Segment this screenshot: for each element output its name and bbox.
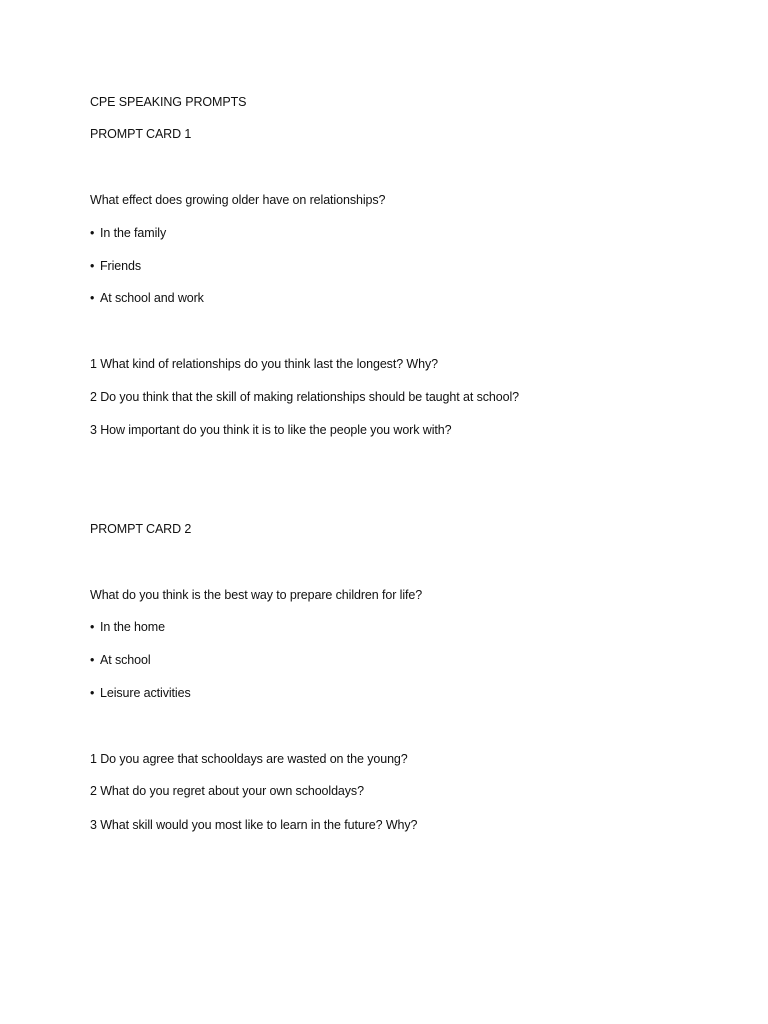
card-1-bullet-3 [90, 290, 204, 306]
bullet-icon: • [90, 653, 95, 667]
bullet-icon: • [90, 291, 95, 305]
bullet-text: In the home [100, 620, 165, 634]
bullet-icon: • [90, 620, 95, 634]
bullet-icon: • [90, 259, 95, 273]
bullet-text: In the family [100, 226, 167, 240]
bullet-text: Leisure activities [100, 686, 191, 700]
card-2-bullet-2 [90, 652, 151, 668]
bullet-icon: • [90, 226, 95, 240]
bullet-icon: • [90, 686, 95, 700]
card-2-follow-up-3: 3 What skill would you most like to learn in the future? Why? [90, 818, 418, 832]
bullet-text: At school and work [100, 291, 204, 305]
card-2-follow-up-2: 2 What do you regret about your own schooldays? [90, 784, 364, 798]
card-2-bullet-1 [90, 619, 165, 635]
card-1-bullet-1 [90, 225, 166, 241]
card-1-follow-up-1: 1 What kind of relationships do you think last the longest? Why? [90, 357, 438, 371]
card-2-bullet-3 [90, 685, 191, 701]
card-1-follow-up-3: 3 How important do you think it is to like the people you work with? [90, 423, 452, 437]
card-1-heading: PROMPT CARD 1 [90, 127, 192, 141]
card-1-follow-up-2: 2 Do you think that the skill of making relationships should be taught at school? [90, 390, 519, 404]
card-2-heading: PROMPT CARD 2 [90, 522, 192, 536]
card-2-follow-up-1: 1 Do you agree that schooldays are wasted on the young? [90, 752, 408, 766]
bullet-text: At school [100, 653, 151, 667]
card-1-question: What effect does growing older have on relationships? [90, 193, 386, 207]
card-2-question: What do you think is the best way to prepare children for life? [90, 588, 423, 602]
document-title: CPE SPEAKING PROMPTS [90, 95, 247, 109]
bullet-text: Friends [100, 259, 141, 273]
card-1-bullet-2 [90, 258, 141, 274]
